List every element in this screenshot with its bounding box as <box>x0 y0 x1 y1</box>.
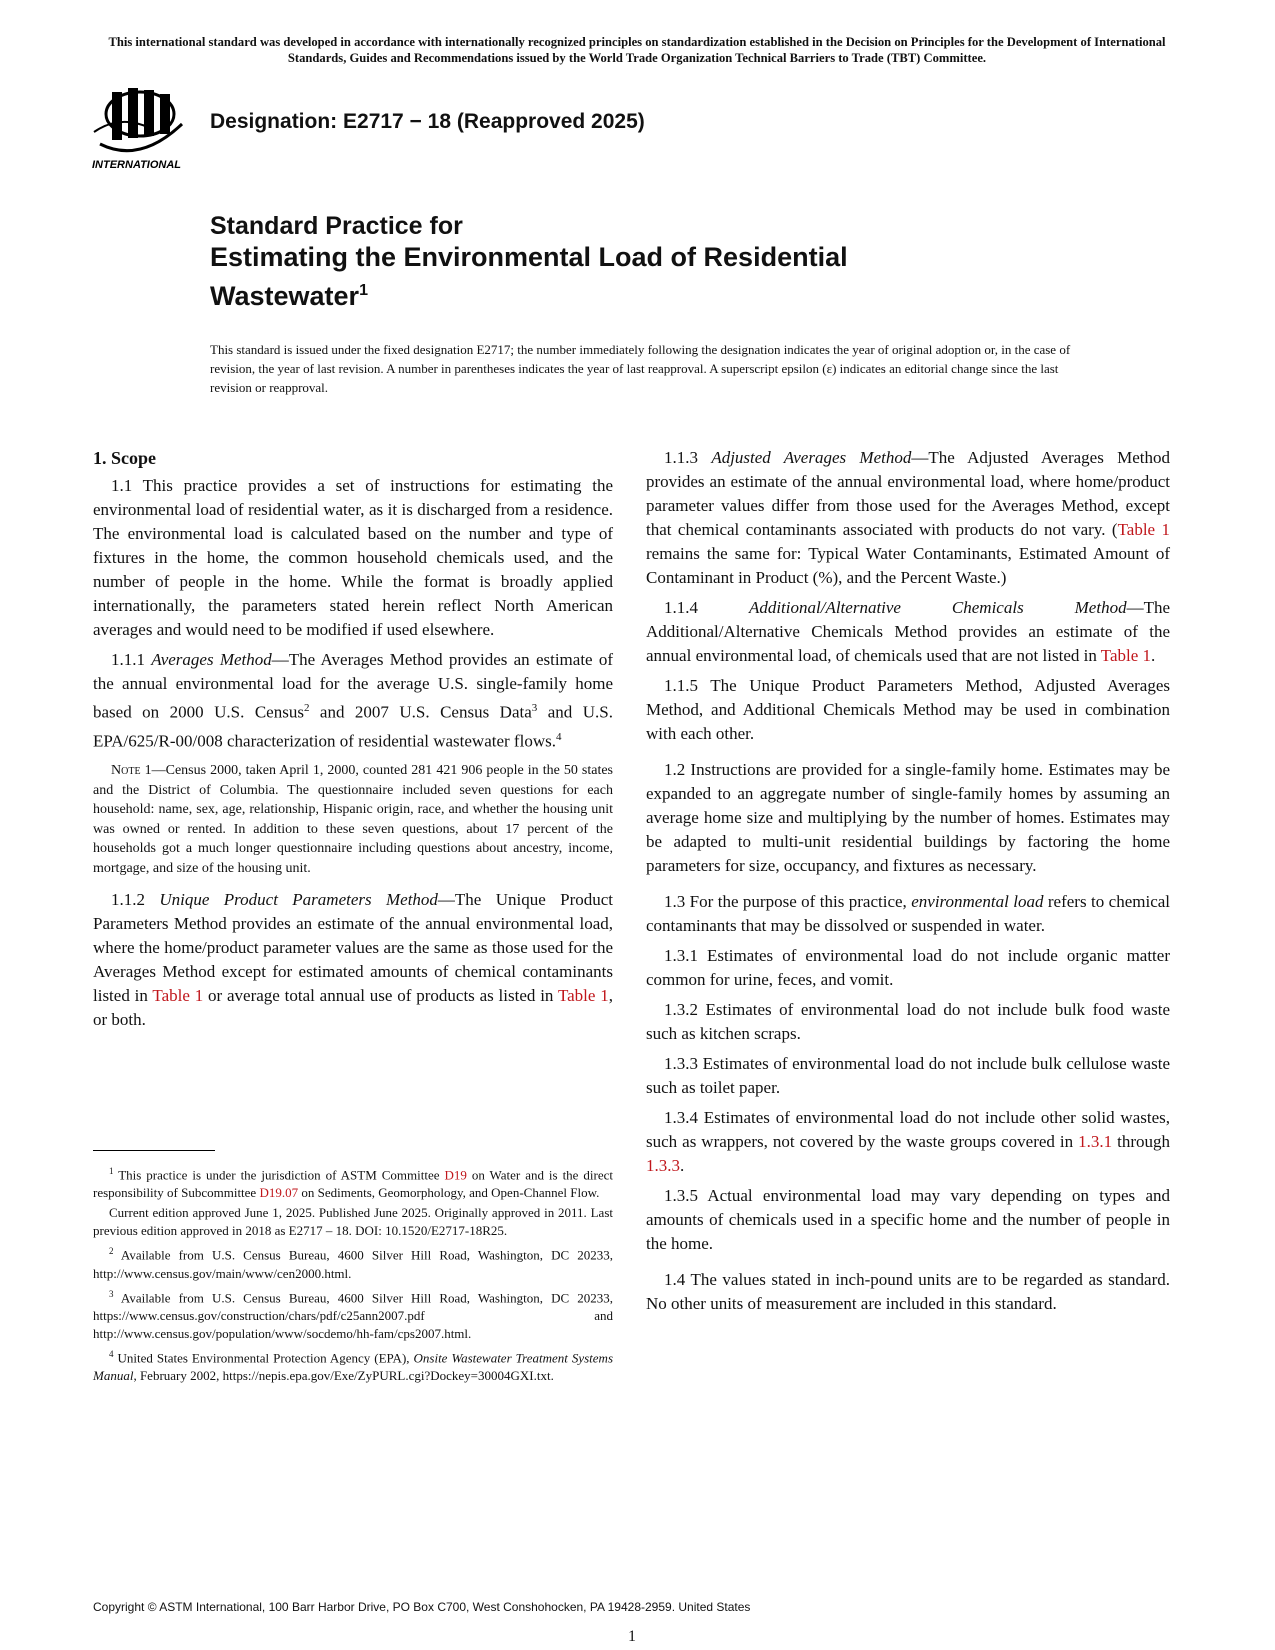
footnote-text: Available from U.S. Census Bureau, 4600 Silver Hill Road, Washington, DC 20233, http://www.census.gov/main/www/cen2000.html. <box>93 1247 613 1281</box>
page-number: 1 <box>628 1628 636 1645</box>
title-line-3-text: Wastewater <box>210 281 360 311</box>
note-label: Note <box>111 763 141 779</box>
footnotes <box>93 1162 613 1387</box>
para-text: , or both. <box>93 986 614 1030</box>
subcommittee-link[interactable]: D19.07 <box>259 1185 299 1201</box>
para-num: 1.1.3 <box>664 448 712 467</box>
para-text: —The Unique Product Parameters Method provides an estimate of the annual environmental load, where the home/product parameter values are the same as those used for the Averages Method except for estimated amounts of chemical contaminants listed in <box>93 890 614 1006</box>
paragraph-1-3-2: 1.3.2 Estimates of environmental load do not include bulk food waste such as kitchen scraps. <box>646 1000 1170 1043</box>
para-text: . <box>680 1156 685 1175</box>
paragraph-1-1-2 <box>93 888 613 1032</box>
right-column <box>646 446 1170 1322</box>
paragraph-1-3 <box>646 890 1170 938</box>
para-text: and U.S. EPA/625/R-00/008 characterization of residential wastewater flows. <box>93 702 613 751</box>
para-text: 1.3 For the purpose of this practice, <box>664 892 912 911</box>
para-text: or average total annual use of products as listed in <box>203 986 558 1006</box>
footnote-text: Available from U.S. Census Bureau, 4600 Silver Hill Road, Washington, DC 20233, https://www.census.gov/construction/chars/pdf/c25ann2007.pdf and http://www.census.gov/population/www/socdemo/hh-fam/cps2007.html. <box>93 1289 613 1341</box>
para-num: 1.1.1 <box>111 650 152 669</box>
designation: Designation: E2717 − 18 (Reapproved 2025) <box>210 110 645 133</box>
para-text: —The Adjusted Averages Method provides an estimate of the annual environmental load, where home/product parameter values differ from those used for the Averages Method, except that chemical contaminants associated with products do not vary. ( <box>646 448 1170 539</box>
method-name: Averages Method <box>151 650 272 669</box>
paragraph-1-1-1 <box>93 648 613 753</box>
logo-text: INTERNATIONAL <box>92 159 182 171</box>
committee-d19-link[interactable]: D19 <box>444 1167 467 1183</box>
footnote-1 <box>93 1162 613 1202</box>
table-1-link[interactable]: Table 1 <box>1117 520 1171 539</box>
section-1-3-3-link[interactable]: 1.3.3 <box>646 1156 680 1175</box>
footnote-ref-2[interactable]: 2 <box>303 702 310 714</box>
section-1-3-1-link[interactable]: 1.3.1 <box>1078 1132 1113 1151</box>
para-num: 1.1.2 <box>111 890 160 910</box>
method-name: Additional/Alternative Chemicals Method <box>748 598 1127 617</box>
defined-term: environmental load <box>911 892 1044 911</box>
international-standard-notice: This international standard was developed in accordance with internationally recognized principles on standardization established in the Decision on Principles for the Development of International Standards, Guides and Recommendations issued by the World Trade Organization Technical Barriers to Trade (TBT) Committee. <box>108 35 1166 65</box>
footnote-divider <box>93 1150 215 1151</box>
method-name: Unique Product Parameters Method <box>159 890 438 910</box>
document-title <box>210 211 1010 313</box>
footnote-ref-3[interactable]: 3 <box>531 702 538 714</box>
paragraph-1-1-5: 1.1.5 The Unique Product Parameters Method, Adjusted Averages Method, and Additional Chemicals Method may be used in combination with each other. <box>646 676 1170 743</box>
note-1 <box>93 761 613 878</box>
section-heading-scope: 1. Scope <box>93 448 156 468</box>
table-1-link[interactable]: Table 1 <box>557 986 609 1006</box>
publication-title: Onsite Wastewater Treatment Systems Manual <box>93 1350 613 1384</box>
footnote-mark: 3 <box>109 1288 114 1299</box>
paragraph-1-1: 1.1 This practice provides a set of instructions for estimating the environmental load of residential water, as it is discharged from a residence. The environmental load is calculated based on the number and type of fixtures in the home, the common household chemicals used, and the number of people in the home. While the format is broadly applied internationally, the parameters stated herein reflect North American averages and would need to be modified if used elsewhere. <box>93 476 613 639</box>
paragraph-1-1-4 <box>646 596 1170 668</box>
astm-logo <box>90 84 202 180</box>
para-text: through <box>1112 1132 1171 1151</box>
para-text: refers to chemical contaminants that may be dissolved or suspended in water. <box>646 892 1171 935</box>
astm-logo-icon <box>90 84 202 180</box>
table-1-link[interactable]: Table 1 <box>1100 646 1152 665</box>
footnote-mark: 4 <box>109 1348 114 1359</box>
para-text: and 2007 U.S. Census Data <box>309 702 532 722</box>
para-text: —The Averages Method provides an estimate of the annual environmental load for the average U.S. single-family home based on 2000 U.S. Census <box>93 650 614 722</box>
footnote-ref-4[interactable]: 4 <box>555 730 562 743</box>
paragraph-1-4: 1.4 The values stated in inch-pound units are to be regarded as standard. No other units of measurement are included in this standard. <box>646 1270 1170 1313</box>
paragraph-1-3-1: 1.3.1 Estimates of environmental load do not include organic matter common for urine, feces, and vomit. <box>646 946 1170 989</box>
left-column <box>93 446 613 1038</box>
footnote-mark: 1 <box>109 1166 114 1176</box>
footnote-text: on Sediments, Geomorphology, and Open-Channel Flow. <box>298 1185 600 1201</box>
footnote-mark: 2 <box>109 1246 114 1257</box>
footnote-2 <box>93 1242 613 1282</box>
paragraph-1-3-5: 1.3.5 Actual environmental load may vary depending on types and amounts of chemicals used in a specific home and the number of people in the home. <box>646 1186 1170 1253</box>
footnote-text: This practice is under the jurisdiction of ASTM Committee <box>113 1167 445 1183</box>
copyright-notice: Copyright © ASTM International, 100 Barr Harbor Drive, PO Box C700, West Conshohocken, PA 19428-2959. United States <box>93 1600 751 1614</box>
title-line-1: Standard Practice for <box>210 212 463 240</box>
paragraph-1-1-3 <box>646 446 1170 590</box>
para-text: —The Additional/Alternative Chemicals Method provides an estimate of the annual environmental load, of chemicals used that are not listed in <box>646 598 1171 665</box>
footnote-text: United States Environmental Protection Agency (EPA), <box>113 1350 414 1366</box>
note-text: 1—Census 2000, taken April 1, 2000, counted 281 421 906 people in the 50 states and the District of Columbia. The questionnaire included seven questions for each household: name, sex, age, relationship, Hispanic origin, race, and whether the housing unit was owned or rented. In addition to these seven questions, about 17 percent of the households got a much longer questionnaire including questions about ancestry, income, mortgage, and size of the housing unit. <box>93 763 613 876</box>
method-name: Adjusted Averages Method <box>711 448 912 467</box>
footnote-text: , February 2002, https://nepis.epa.gov/Exe/ZyPURL.cgi?Dockey=30004GXI.txt. <box>133 1368 554 1384</box>
footnote-text: on Water and is the direct responsibility of Subcommittee <box>93 1167 613 1201</box>
para-num: 1.1.4 <box>664 598 749 617</box>
paragraph-1-2: 1.2 Instructions are provided for a single-family home. Estimates may be expanded to an aggregate number of single-family homes by assuming an average home size and multiplying by the number of homes. Estimates may be adapted to multi-unit residential buildings by factoring the home parameters for size, occupancy, and fixtures as necessary. <box>646 760 1170 875</box>
para-text: remains the same for: Typical Water Contaminants, Estimated Amount of Contaminant in Product (%), and the Percent Waste.) <box>646 544 1170 587</box>
title-line-2: Estimating the Environmental Load of Residential <box>210 242 848 272</box>
paragraph-1-3-3: 1.3.3 Estimates of environmental load do not include bulk cellulose waste such as toilet paper. <box>646 1054 1170 1097</box>
para-text: . <box>1151 646 1156 665</box>
title-line-3 <box>210 274 1010 313</box>
table-1-link[interactable]: Table 1 <box>152 986 204 1006</box>
paragraph-1-3-4 <box>646 1106 1170 1178</box>
footnote-3 <box>93 1285 613 1343</box>
title-footnote-mark: 1 <box>359 282 368 299</box>
footnote-edition: Current edition approved June 1, 2025. Published June 2025. Originally approved in 2011. Last previous edition approved in 2018 as E2717 – 18. DOI: 10.1520/E2717-18R25. <box>93 1205 613 1239</box>
para-text: 1.3.4 Estimates of environmental load do not include other solid wastes, such as wrappers, not covered by the waste groups covered in <box>646 1108 1170 1151</box>
issuance-statement: This standard is issued under the fixed designation E2717; the number immediately following the designation indicates the year of original adoption or, in the case of revision, the year of last revision. A number in parentheses indicates the year of last reapproval. A superscript epsilon (ε) indicates an editorial change since the last revision or reapproval. <box>210 342 1071 395</box>
footnote-4 <box>93 1345 613 1385</box>
